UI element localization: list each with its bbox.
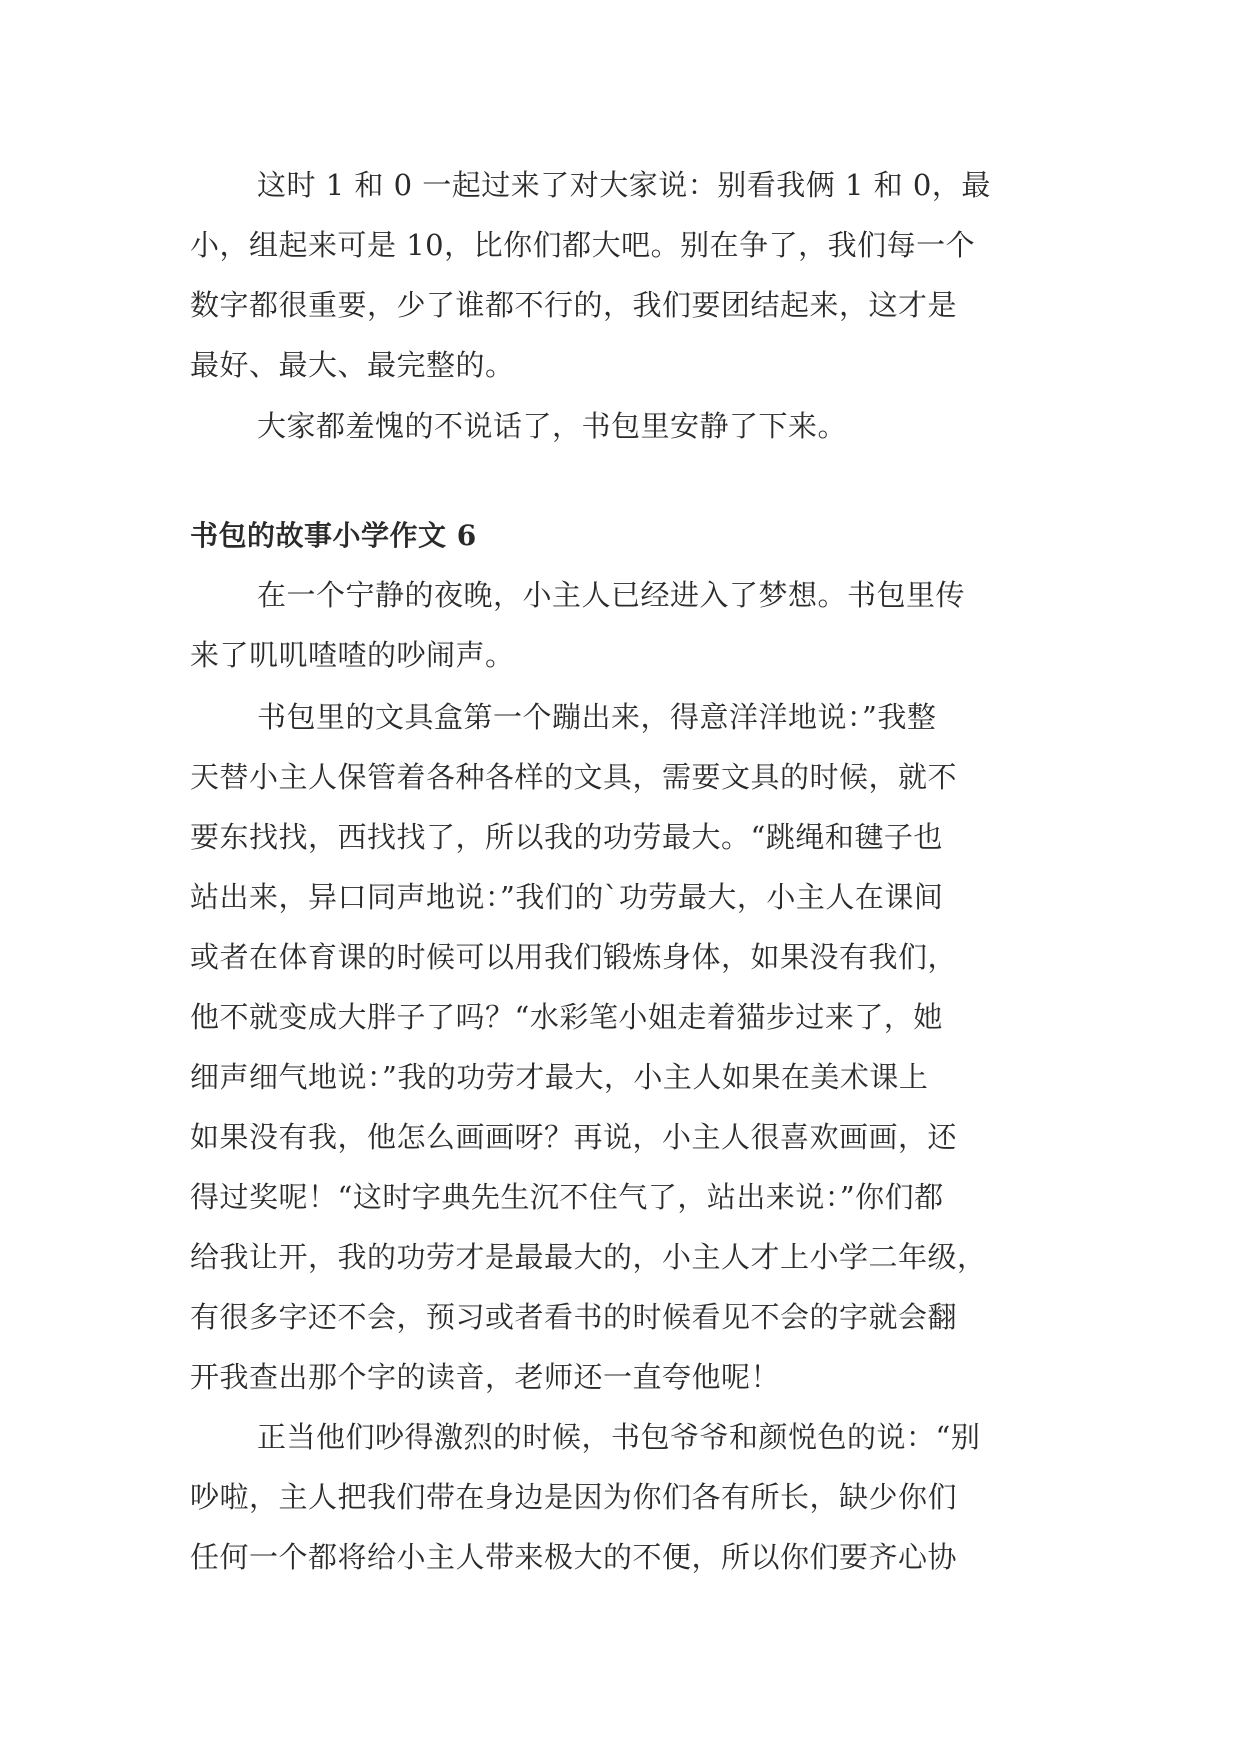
- paragraph-4-line-6: 他不就变成大胖子了吗？“水彩笔小姐走着猫步过来了，她: [190, 1000, 943, 1034]
- section-heading: 书包的故事小学作文 6: [190, 519, 477, 552]
- paragraph-4-line-10: 给我让开，我的功劳才是最最大的，小主人才上小学二年级，: [190, 1240, 987, 1274]
- paragraph-4-line-1: 书包里的文具盒第一个蹦出来，得意洋洋地说：”我整: [257, 700, 937, 734]
- paragraph-4-line-3: 要东找找，西找找了，所以我的功劳最大。“跳绳和毽子也: [190, 820, 943, 854]
- paragraph-1-line-2: 小，组起来可是 10，比你们都大吧。别在争了，我们每一个: [190, 228, 976, 262]
- paragraph-5-line-3: 任何一个都将给小主人带来极大的不便，所以你们要齐心协: [190, 1540, 958, 1574]
- paragraph-1-line-4: 最好、最大、最完整的。: [190, 348, 515, 382]
- paragraph-4-line-9: 得过奖呢！“这时字典先生沉不住气了，站出来说：”你们都: [190, 1180, 944, 1214]
- paragraph-3-line-1: 在一个宁静的夜晚，小主人已经进入了梦想。书包里传: [257, 578, 966, 612]
- paragraph-5-line-2: 吵啦，主人把我们带在身边是因为你们各有所长，缺少你们: [190, 1480, 958, 1514]
- paragraph-1-line-3: 数字都很重要，少了谁都不行的，我们要团结起来，这才是: [190, 288, 958, 322]
- paragraph-4-line-11: 有很多字还不会，预习或者看书的时候看见不会的字就会翻: [190, 1300, 958, 1334]
- paragraph-5-line-1: 正当他们吵得激烈的时候，书包爷爷和颜悦色的说：“别: [257, 1420, 981, 1454]
- paragraph-3-line-2: 来了叽叽喳喳的吵闹声。: [190, 638, 515, 672]
- paragraph-4-line-8: 如果没有我，他怎么画画呀？再说，小主人很喜欢画画，还: [190, 1120, 958, 1154]
- paragraph-4-line-5: 或者在体育课的时候可以用我们锻炼身体，如果没有我们，: [190, 940, 958, 974]
- paragraph-1-line-1: 这时 1 和 0 一起过来了对大家说：别看我俩 1 和 0，最: [257, 168, 991, 202]
- paragraph-4-line-4: 站出来，异口同声地说：”我们的`功劳最大，小主人在课间: [190, 880, 944, 914]
- paragraph-4-line-12: 开我查出那个字的读音，老师还一直夸他呢！: [190, 1360, 781, 1394]
- paragraph-4-line-7: 细声细气地说：”我的功劳才最大，小主人如果在美术课上: [190, 1060, 929, 1094]
- paragraph-4-line-2: 天替小主人保管着各种各样的文具，需要文具的时候，就不: [190, 760, 958, 794]
- paragraph-2-line-1: 大家都羞愧的不说话了，书包里安静了下来。: [257, 409, 848, 443]
